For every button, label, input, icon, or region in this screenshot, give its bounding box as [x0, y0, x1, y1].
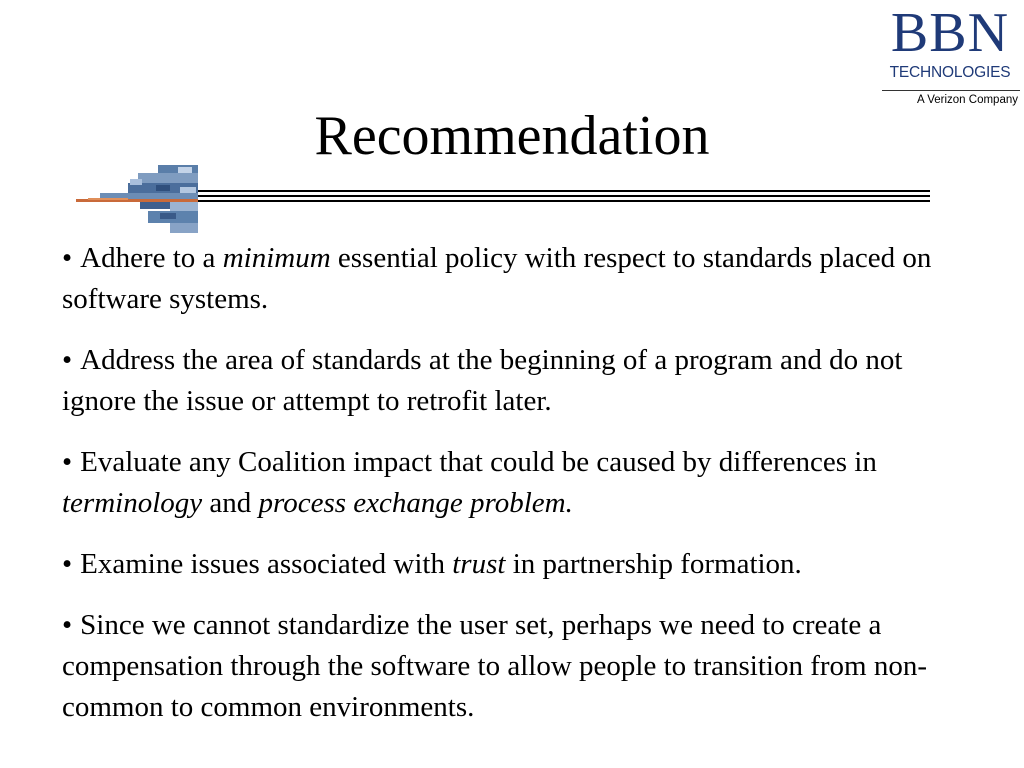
- logo-letters: BBN: [890, 2, 1010, 64]
- logo-tagline: A Verizon Company: [916, 94, 1018, 106]
- bullet-item: • Evaluate any Coalition impact that could be caused by differences in terminology and process exchange problem.: [62, 446, 877, 519]
- bullet-item: • Examine issues associated with trust in partnership formation.: [62, 548, 802, 580]
- decorative-mosaic-graphic: [60, 165, 200, 233]
- bullet-list: [62, 238, 982, 748]
- bullet-item: • Address the area of standards at the beginning of a program and do not ignore the issue or attempt to retrofit later.: [62, 344, 903, 417]
- bullet-item: • Adhere to a minimum essential policy with respect to standards placed on software systems.: [62, 242, 932, 315]
- logo-subtitle: TECHNOLOGIES: [889, 64, 1011, 81]
- bullet-item: • Since we cannot standardize the user set, perhaps we need to create a compensation through the software to allow people to transition from non-common to common environments.: [62, 609, 927, 723]
- title-rule-lines: [198, 190, 930, 204]
- logo-divider: [882, 90, 1020, 91]
- slide-title: Recommendation: [314, 105, 710, 167]
- bbn-logo: [880, 2, 1020, 110]
